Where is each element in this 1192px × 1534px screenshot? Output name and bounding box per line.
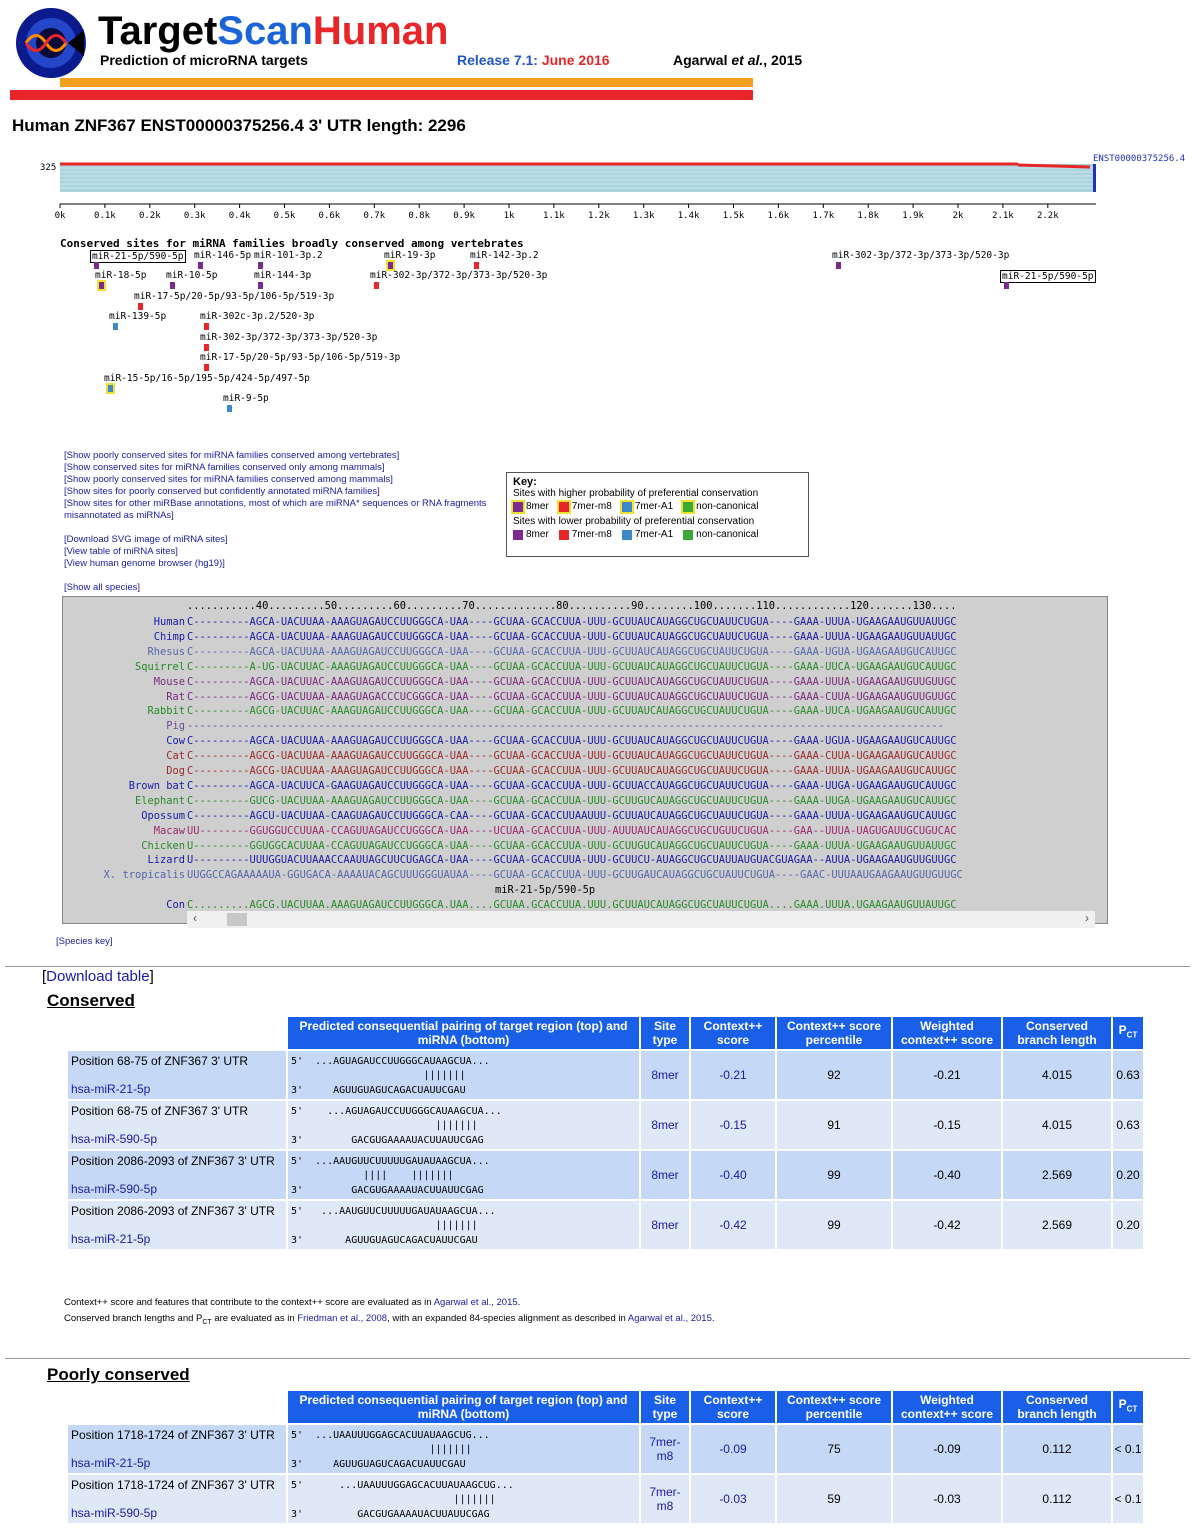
pct-value: 0.20 [1113, 1201, 1143, 1249]
species-sequence: C---------AGCA-UACUUAA-AAAGUAGAUCCUUGGGCA-UAA----GCUAA-GCACCUUA-UUU-GCUUAUCAUAGGCUGCUAUUCUGUA----GAAA-UUUA-UGAAGAAUGUUAUUGC [187, 616, 957, 628]
axis-tick-label: 1k [503, 211, 515, 221]
link-other-mirbase[interactable]: [Show sites for other miRBase annotations, most of which are miRNA* sequences or RNA fragments misannotated as miRNAs] [64, 498, 487, 521]
site-label[interactable]: miR-302-3p/372-3p/373-3p/520-3p [200, 332, 378, 343]
species-name: Rhesus [147, 645, 185, 658]
col-percentile: Context++ score percentile [777, 1391, 891, 1423]
alignment-row [63, 734, 957, 749]
species-sequence: C---------A-UG-UACUUAC-AAAGUAGAUCCUUGGGCA-UAA----GCUAA-GCACCUUA-UUU-GCUUAUCAUAGGCUGCUAUUCUGUA----GAAA-UUCA-UGAAGAAUGUCAUUGC [187, 660, 957, 673]
pairing-cell [288, 1151, 639, 1199]
site-marker[interactable] [258, 282, 263, 289]
site-label[interactable]: miR-19-3p [384, 250, 436, 261]
col-weighted: Weighted context++ score [893, 1017, 1001, 1049]
species-sequence: U---------UUUGGUACUUAAACCAAUUAGCUUCUGAGCA-UAA----GCUAA-GCACCUUA-UUU-GCUUCU-AUAGGCUGCUAUUAUGUACGUAGAA--AUUA-UGAAGAAUGUUGUUGC [187, 854, 957, 867]
conserved-table [66, 1015, 1145, 1251]
species-sequence: C---------AGCG-UACUUAA-AAAGUAGACCCUCGGGCA-UAA----GCUAA-GCACCUUA-UUU-GCUUAUCAUAGGCUGCUAUUCUGUA----GAAA-CUUA-UGAAGAAUGUUGUUGC [187, 690, 957, 703]
gene-title: Human ZNF367 ENST00000375256.4 3' UTR length: 2296 [12, 116, 466, 135]
site-type: 7mer-m8 [641, 1425, 689, 1473]
consensus-row [63, 898, 957, 913]
site-key [506, 472, 809, 557]
context-percentile: 75 [777, 1425, 891, 1473]
context-percentile: 59 [777, 1475, 891, 1523]
alignment-row [63, 675, 957, 690]
col-context: Context++ score [691, 1017, 775, 1049]
agarwal-link[interactable]: Agarwal et al., 2015 [433, 1297, 518, 1308]
species-name: Dog [166, 765, 185, 777]
site-marker[interactable] [204, 344, 209, 351]
species-sequence: C---------GUCG-UACUUAA-AAAGUAGAUCCUUGGGCA-UAA----GCUAA-GCACCUUA-UUU-GCUUGUCAUAGGCUGCUAUUCUGUA----GAAA-UUGA-UGAAGAAUGUCAUUGC [187, 794, 957, 807]
site-label[interactable]: miR-146-5p [194, 250, 252, 261]
species-sequence: UU--------GGUGGUCCUUAA-CCAGUUAGAUCCUGGGCA-UAA----UCUAA-GCACCUUA-UUU-AUUUAUCAUAGGCUGCUGUUCUGUA----GAA--UUUA-UAGUGAUUGCUGUCAC [187, 824, 957, 837]
swatch-noncanonical-low [683, 530, 693, 540]
header-bar-orange [60, 78, 753, 87]
site-marker[interactable] [374, 282, 379, 289]
alignment-row [63, 660, 957, 675]
col-pairing: Predicted consequential pairing of target region (top) and miRNA (bottom) [288, 1391, 639, 1423]
species-name: Cow [166, 735, 185, 748]
link-view-table[interactable]: [View table of miRNA sites] [64, 546, 178, 557]
site-marker[interactable] [113, 323, 118, 330]
position-cell [68, 1201, 286, 1249]
species-name: Brown bat [128, 779, 185, 792]
pct-value: < 0.1 [1113, 1425, 1143, 1473]
axis-tick-label: 0.4k [228, 211, 251, 221]
key-low-label: Sites with lower probability of preferential conservation [513, 516, 755, 527]
position-text: Position 2086-2093 of ZNF367 3' UTR [71, 1154, 275, 1168]
alignment-site-label: miR-21-5p/590-5p [495, 884, 596, 897]
species-sequence: U---------GGUGGCACUUAA-CCAGUUAGAUCCUGGGCA-UAA----GCUAA-GCACCUUA-UUU-GCUUGUCAUAGGCUGCUAUUCUGUA----GAAA-UUUA-UGAAGAAUGUUAUUGC [187, 839, 957, 852]
link-poorly-conserved-mammals[interactable]: [Show poorly conserved sites for miRNA families conserved among mammals] [64, 474, 393, 485]
table-row [68, 1151, 1143, 1199]
mirna-link[interactable]: hsa-miR-590-5p [71, 1182, 158, 1196]
section-poorly-conserved: Poorly conserved [47, 1365, 190, 1384]
site-marker[interactable] [138, 303, 143, 310]
pairing-mirna: 3' GACGUGAAAAUACUUAUUCGAG [291, 1509, 490, 1520]
site-type: 7mer-m8 [641, 1475, 689, 1523]
species-key-link[interactable]: [Species key] [56, 936, 113, 947]
axis-tick-label: 1.2k [587, 211, 610, 221]
species-sequence: C---------AGCU-UACUUAA-CAAGUAGAUCCUUGGGCA-CAA----GCUAA-GCACCUUAAUUU-GCUUAUCAUAGGCUGCUAUUCUGUA----GAAA-UUUA-UGAAGAAUGUCAUUGC [187, 809, 957, 822]
alignment-row [63, 615, 957, 630]
axis-tick-label: 0.9k [453, 211, 475, 221]
alignment-row [63, 764, 957, 779]
position-cell [68, 1475, 286, 1523]
alignment-row [63, 719, 944, 734]
site-label[interactable]: miR-17-5p/20-5p/93-5p/106-5p/519-3p [200, 352, 401, 363]
axis-tick-label: 1.9k [902, 211, 924, 221]
swatch-8mer-low [513, 530, 523, 540]
transcript-label: ENST00000375256.4 [1093, 154, 1186, 164]
swatch-8mer-high [513, 502, 523, 512]
alignment-scrollbar[interactable] [187, 911, 1095, 928]
consensus-sequence: C.........AGCG.UACUUAA.AAAGUAGAUCCUUGGGCA.UAA....GCUAA.GCACCUUA.UUU.GCUUAUCAUAGGCUGCUAUUCUGUA....GAAA.UUUA.UGAAGAAUGUUAUUGC [187, 899, 957, 912]
site-label[interactable]: miR-302-3p/372-3p/373-3p/520-3p [370, 270, 548, 281]
divider [5, 1358, 1190, 1359]
weighted-context: -0.40 [893, 1151, 1001, 1199]
col-pairing: Predicted consequential pairing of target region (top) and miRNA (bottom) [288, 1017, 639, 1049]
site-label[interactable]: miR-101-3p.2 [254, 250, 323, 261]
col-pct: $P_{CT}$ [1113, 1017, 1143, 1049]
branch-length: 2.569 [1003, 1151, 1111, 1199]
alignment-row [63, 630, 957, 645]
context-percentile: 92 [777, 1051, 891, 1099]
alignment-row [63, 690, 957, 705]
species-name: Mouse [153, 675, 185, 688]
axis-tick-label: 0k [54, 211, 66, 221]
site-type: 8mer [641, 1101, 689, 1149]
site-label[interactable]: miR-10-5p [166, 270, 218, 281]
download-table: [Download table] [42, 968, 154, 985]
axis-tick-label: 1.3k [632, 211, 655, 221]
table-row [68, 1051, 1143, 1099]
tagline: Prediction of microRNA targets [100, 52, 308, 68]
axis-tick-label: 0.2k [138, 211, 161, 221]
col-branch: Conserved branch length [1003, 1391, 1111, 1423]
download-table-link[interactable]: Download table [46, 968, 150, 985]
weighted-context: -0.09 [893, 1425, 1001, 1473]
pct-value: 0.63 [1113, 1101, 1143, 1149]
site-label[interactable]: miR-302-3p/372-3p/373-3p/520-3p [832, 250, 1010, 261]
scroll-left-icon[interactable]: ‹ [193, 911, 197, 925]
species-sequence: UUGGCCAGAAAAAUA-GGUGACA-AAAAUACAGCUUUGGGUAUAA----GCUAA-GCACCUUA-UUU-GCUUGAUCAUAGGCUGCUAUUCUGUA----GAAC-UUUAAUGAAGAAUGUUGUUGC [187, 869, 963, 882]
axis-tick-label: 2.1k [992, 211, 1014, 221]
species-name: Chicken [141, 839, 185, 852]
axis-tick-label: 0.8k [408, 211, 431, 221]
pairing-cell [288, 1425, 639, 1473]
mirna-link[interactable]: hsa-miR-590-5p [71, 1506, 158, 1520]
pairing-mirna: 3' AGUUGUAGUCAGACUAUUCGAU [291, 1085, 466, 1096]
link-genome-browser[interactable]: [View human genome browser (hg19)] [64, 558, 225, 569]
branch-length: 4.015 [1003, 1051, 1111, 1099]
weighted-context: -0.42 [893, 1201, 1001, 1249]
scroll-thumb[interactable] [227, 913, 247, 926]
site-marker[interactable] [198, 262, 203, 269]
position-cell [68, 1151, 286, 1199]
axis-tick-label: 1.7k [812, 211, 835, 221]
axis-tick-label: 1.5k [722, 211, 745, 221]
species-sequence: C---------AGCA-UACUUAA-AAAGUAGAUCCUUGGGCA-UAA----GCUAA-GCACCUUA-UUU-GCUUAUCAUAGGCUGCUAUUCUGUA----GAAA-UGUA-UGAAGAAUGUCAUUGC [187, 645, 957, 658]
col-site-type: Site type [641, 1017, 689, 1049]
alignment-row [63, 809, 957, 824]
mirna-link[interactable]: hsa-miR-590-5p [71, 1132, 158, 1146]
species-sequence: C---------AGCG-UACUUAC-AAAGUAGAUCCUUGGGCA-UAA----GCUAA-GCACCUUA-UUU-GCUUAUCAUAGGCUGCUAUUCUGUA----GAAA-UUCA-UGAAGAAUGUCAUUGC [187, 705, 957, 718]
site-label[interactable]: miR-18-5p [95, 270, 147, 281]
site-label[interactable]: miR-21-5p/590-5p [1002, 271, 1094, 282]
site-type: 8mer [641, 1051, 689, 1099]
site-label[interactable]: miR-139-5p [109, 311, 167, 322]
position-cell [68, 1051, 286, 1099]
site-marker[interactable] [836, 262, 841, 269]
axis-tick-label: 2.2k [1036, 211, 1059, 221]
key-title: Key: [513, 476, 537, 488]
species-sequence: ------------------------------------------------------------------------------------------------------------------------- [187, 720, 944, 733]
col-branch: Conserved branch length [1003, 1017, 1111, 1049]
context-score: -0.15 [691, 1101, 775, 1149]
pct-value: 0.20 [1113, 1151, 1143, 1199]
swatch-7mer-m8-high [559, 502, 569, 512]
alignment-row [63, 749, 957, 764]
link-download-svg[interactable]: [Download SVG image of miRNA sites] [64, 534, 228, 545]
alignment-row [63, 824, 957, 839]
alignment-row [63, 704, 957, 719]
site-label[interactable]: miR-9-5p [223, 393, 269, 404]
context-score: -0.09 [691, 1425, 775, 1473]
site-marker[interactable] [99, 282, 104, 289]
link-poorly-conserved-vertebrates[interactable]: [Show poorly conserved sites for miRNA families conserved among vertebrates] [64, 450, 400, 461]
species-sequence: C---------AGCG-UACUUAA-AAAGUAGAUCCUUGGGCA-UAA----GCUAA-GCACCUUA-UUU-GCUUAUCAUAGGCUGCUAUUCUGUA----GAAA-UUUA-UGAAGAAUGUCAUUGC [187, 765, 957, 777]
species-name: Human [153, 616, 185, 628]
sites-panel [0, 234, 1192, 424]
site-label[interactable]: miR-21-5p/590-5p [92, 251, 184, 262]
citation: Agarwal et al., 2015 [673, 52, 803, 68]
context-score: -0.21 [691, 1051, 775, 1099]
branch-length: 0.112 [1003, 1425, 1111, 1473]
site-marker[interactable] [204, 364, 209, 371]
pairing-target: 5' ...AGUAGAUCCUUGGGCAUAAGCUA... [291, 1056, 490, 1067]
position-text: Position 68-75 of ZNF367 3' UTR [71, 1054, 249, 1068]
position-cell [68, 1101, 286, 1149]
site-marker[interactable] [258, 262, 263, 269]
site-label[interactable]: miR-142-3p.2 [470, 250, 539, 261]
site-marker[interactable] [204, 323, 209, 330]
pairing-target: 5' ...AAUGUUCUUUUUGAUAUAAGCUA... [291, 1206, 496, 1217]
link-poorly-conserved-annotated[interactable]: [Show sites for poorly conserved but confidently annotated miRNA families] [64, 486, 380, 497]
mirna-link[interactable]: hsa-miR-21-5p [71, 1232, 151, 1246]
site-type: 8mer [641, 1201, 689, 1249]
site-marker[interactable] [388, 262, 393, 269]
position-text: Position 68-75 of ZNF367 3' UTR [71, 1104, 249, 1118]
pairing-mirna: 3' AGUUGUAGUCAGACUAUUCGAU [291, 1459, 466, 1470]
table-row [68, 1475, 1143, 1523]
site-label[interactable]: miR-144-3p [254, 270, 312, 281]
option-links [64, 450, 504, 594]
mirna-link[interactable]: hsa-miR-21-5p [71, 1456, 151, 1470]
divider [5, 966, 1190, 967]
site-label[interactable]: miR-302c-3p.2/520-3p [200, 311, 315, 322]
col-site-type: Site type [641, 1391, 689, 1423]
axis-tick-label: 1.4k [677, 211, 700, 221]
pairing-target: 5' ...AGUAGAUCCUUGGGCAUAAGCUA... [291, 1106, 502, 1117]
link-show-all-species[interactable]: [Show all species] [64, 582, 141, 593]
position-text: Position 1718-1724 of ZNF367 3' UTR [71, 1428, 275, 1442]
axis-tick-label: 0.1k [94, 211, 116, 221]
species-name: Opossum [141, 809, 185, 822]
site-label[interactable]: miR-17-5p/20-5p/93-5p/106-5p/519-3p [134, 291, 335, 302]
key-high-label: Sites with higher probability of preferential conservation [513, 488, 759, 499]
section-conserved: Conserved [47, 991, 135, 1010]
pairing-bars: |||| ||||||| [291, 1170, 454, 1181]
pairing-bars: ||||||| [291, 1120, 478, 1131]
context-score: -0.40 [691, 1151, 775, 1199]
key-high-row: 8mer 7mer-m8 7mer-A1 non-canonical [513, 501, 802, 512]
consensus-label: Con [166, 899, 185, 912]
weighted-context: -0.15 [893, 1101, 1001, 1149]
species-name: Pig [166, 720, 185, 733]
site-marker[interactable] [1004, 282, 1009, 289]
axis-tick-label: 1.6k [767, 211, 790, 221]
branch-length: 0.112 [1003, 1475, 1111, 1523]
swatch-7mer-a1-low [622, 530, 632, 540]
pairing-cell [288, 1475, 639, 1523]
pairing-cell [288, 1051, 639, 1099]
table-row [68, 1201, 1143, 1249]
col-weighted: Weighted context++ score [893, 1391, 1001, 1423]
notes: Context++ score and features that contribute to the context++ score are evaluated as in Agarwal et al., 2015. Conserved branch lengths and $P_{CT}$ are evaluated as in Friedman et al., 2008, with an expanded 84-species alignment as described in Agarwal et al., 2015. [64, 1297, 715, 1326]
header-bar-red [10, 90, 753, 100]
axis-tick-label: 0.7k [363, 211, 386, 221]
axis-tick-label: 0.6k [318, 211, 341, 221]
branch-length: 4.015 [1003, 1101, 1111, 1149]
alignment-row [63, 779, 957, 794]
species-sequence: C---------AGCA-UACUUCA-GAAGUAGAUCCUUGGGCA-UAA----GCUAA-GCACCUUA-UUU-GCUUACCAUAGGCUGCUAUUCUGUA----GAAA-UUGA-UGAAGAAUGUCAUUGC [187, 779, 957, 792]
agarwal-link-2[interactable]: Agarwal et al., 2015 [627, 1313, 712, 1324]
species-name: X. tropicalis [103, 869, 185, 882]
pairing-target: 5' ...UAAUUUGGAGCACUUAUAAGCUG... [291, 1430, 490, 1441]
species-sequence: C---------AGCA-UACUUAA-AAAGUAGAUCCUUGGGCA-UAA----GCUAA-GCACCUUA-UUU-GCUUAUCAUAGGCUGCUAUUCUGUA----GAAA-UUUA-UGAAGAAUGUUAUUGC [187, 630, 957, 643]
species-sequence: C---------AGCA-UACUUAC-AAAGUAGAUCCUUGGGCA-UAA----GCUAA-GCACCUUA-UUU-GCUUAUCAUAGGCUGCUAUUCUGUA----GAAA-UUUA-UGAAGAAUGUUGUUGC [187, 675, 957, 688]
alignment-row [63, 645, 957, 660]
axis-tick-label: 2k [952, 211, 964, 221]
table-row [68, 1425, 1143, 1473]
swatch-7mer-m8-low [559, 530, 569, 540]
utr-conservation-graphic [0, 148, 1192, 228]
col-context: Context++ score [691, 1391, 775, 1423]
swatch-7mer-a1-high [622, 502, 632, 512]
link-conserved-mammals[interactable]: [Show conserved sites for miRNA families conserved only among mammals] [64, 462, 385, 473]
species-sequence: C---------AGCG-UACUUAA-AAAGUAGAUCCUUGGGCA-UAA----GCUAA-GCACCUUA-UUU-GCUUAUCAUAGGCUGCUAUUCUGUA----GAAA-CUUA-UGAAGAAUGUCAUUGC [187, 750, 957, 763]
pairing-bars: ||||||| [291, 1494, 496, 1505]
species-name: Lizard [147, 854, 185, 867]
context-score: -0.03 [691, 1475, 775, 1523]
alignment-row [63, 794, 957, 809]
site-marker[interactable] [170, 282, 175, 289]
pct-value: < 0.1 [1113, 1475, 1143, 1523]
species-name: Chimp [153, 630, 185, 643]
table-row [68, 1101, 1143, 1149]
axis-ticks [55, 204, 1060, 221]
release-info: Release 7.1: June 2016 [457, 52, 610, 68]
site-marker[interactable] [474, 262, 479, 269]
scroll-right-icon[interactable]: › [1085, 911, 1089, 925]
pairing-mirna: 3' GACGUGAAAAUACUUAUUCGAG [291, 1185, 484, 1196]
alignment-row [63, 839, 957, 854]
species-name: Macaw [153, 824, 185, 837]
pairing-bars: ||||||| [291, 1220, 478, 1231]
pairing-cell [288, 1101, 639, 1149]
axis-tick-label: 0.5k [273, 211, 296, 221]
position-cell [68, 1425, 286, 1473]
poorly-conserved-table [66, 1389, 1145, 1525]
branch-length: 2.569 [1003, 1201, 1111, 1249]
pairing-mirna: 3' GACGUGAAAAUACUUAUUCGAG [291, 1135, 484, 1146]
context-percentile: 99 [777, 1151, 891, 1199]
pairing-target: 5' ...AAUGUUCUUUUUGAUAUAAGCUA... [291, 1156, 490, 1167]
mirna-link[interactable]: hsa-miR-21-5p [71, 1082, 151, 1096]
position-text: Position 2086-2093 of ZNF367 3' UTR [71, 1204, 275, 1218]
context-percentile: 99 [777, 1201, 891, 1249]
species-name: Squirrel [134, 660, 185, 673]
species-sequence: C---------AGCA-UACUUAA-AAAGUAGAUCCUUGGGCA-UAA----GCUAA-GCACCUUA-UUU-GCUUAUCAUAGGCUGCUAUUCUGUA----GAAA-UGUA-UGAAGAAUGUCAUUGC [187, 735, 957, 748]
context-percentile: 91 [777, 1101, 891, 1149]
sites-title: Conserved sites for miRNA families broadly conserved among vertebrates [60, 237, 524, 250]
swatch-noncanonical-high [683, 502, 693, 512]
site-marker[interactable] [227, 405, 232, 412]
pairing-bars: ||||||| [291, 1444, 472, 1455]
col-percentile: Context++ score percentile [777, 1017, 891, 1049]
alignment-ruler: ...........40.........50.........60.........70.............80..........90........100.......110............120.......130.... [187, 600, 957, 612]
alignment-row [63, 853, 957, 868]
pct-value: 0.63 [1113, 1051, 1143, 1099]
weighted-context: -0.03 [893, 1475, 1001, 1523]
brand-title: TargetScanHuman [98, 9, 449, 53]
site-marker[interactable] [108, 385, 113, 392]
species-name: Rat [166, 690, 185, 703]
axis-tick-label: 1.8k [857, 211, 880, 221]
axis-tick-label: 1.1k [543, 211, 565, 221]
friedman-link[interactable]: Friedman et al., 2008 [297, 1313, 388, 1324]
pairing-cell [288, 1201, 639, 1249]
position-text: Position 1718-1724 of ZNF367 3' UTR [71, 1478, 275, 1492]
species-name: Elephant [134, 794, 185, 807]
alignment-row [63, 868, 963, 883]
dna-icon [24, 28, 84, 58]
species-name: Rabbit [147, 705, 185, 718]
alignment-site-row [63, 883, 596, 898]
weighted-context: -0.21 [893, 1051, 1001, 1099]
pairing-target: 5' ...UAAUUUGGAGCACUUAUAAGCUG... [291, 1480, 514, 1491]
pairing-bars: ||||||| [291, 1070, 466, 1081]
col-pct: $P_{CT}$ [1113, 1391, 1143, 1423]
key-low-row: 8mer 7mer-m8 7mer-A1 non-canonical [513, 529, 802, 540]
species-name: Cat [166, 750, 185, 763]
pairing-mirna: 3' AGUUGUAGUCAGACUAUUCGAU [291, 1235, 478, 1246]
alignment-viewer[interactable] [62, 596, 1108, 924]
site-label[interactable]: miR-15-5p/16-5p/195-5p/424-5p/497-5p [104, 373, 310, 384]
site-marker[interactable] [94, 262, 99, 269]
site-type: 8mer [641, 1151, 689, 1199]
y-label: 325 [40, 163, 57, 173]
axis-tick-label: 0.3k [183, 211, 206, 221]
context-score: -0.42 [691, 1201, 775, 1249]
logo [16, 8, 86, 78]
